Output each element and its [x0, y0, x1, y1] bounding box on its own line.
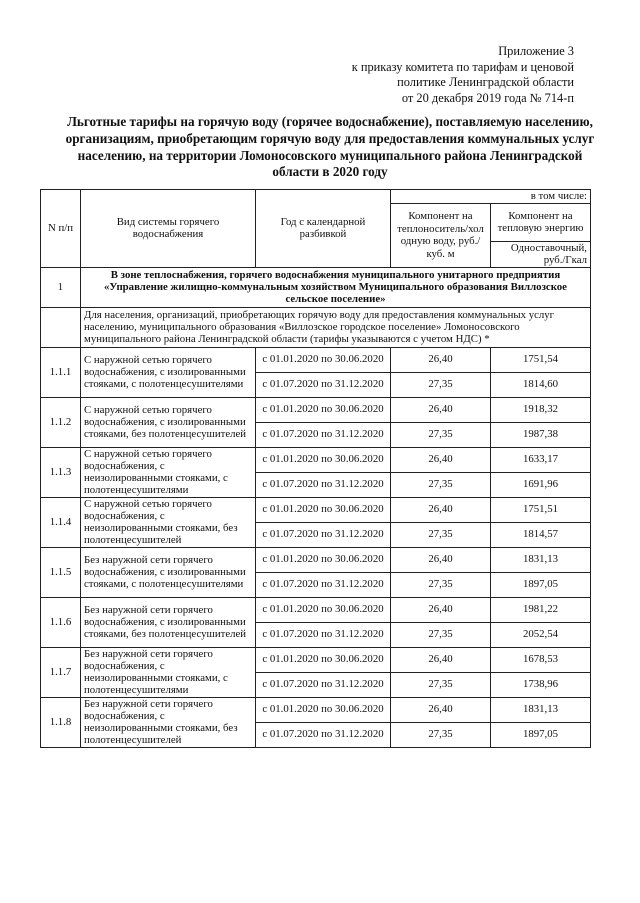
- row-number: 1.1.8: [41, 697, 81, 747]
- period-cell: с 01.01.2020 по 30.06.2020: [256, 597, 391, 622]
- header-including: в том числе:: [391, 190, 591, 204]
- system-type-description: Без наружной сети горячего водоснабжения, с неизолированными стояками, без полотенцесушителей: [81, 697, 256, 747]
- system-type-description: С наружной сетью горячего водоснабжения, с неизолированными стояками, с полотенцесушителями: [81, 447, 256, 497]
- carrier-component-value: 26,40: [391, 347, 491, 372]
- system-type-description: С наружной сетью горячего водоснабжения, с изолированными стояками, без полотенцесушителей: [81, 397, 256, 447]
- header-year: Год с календарной разбивкой: [256, 190, 391, 268]
- subsection-num-empty: [41, 307, 81, 347]
- appendix-date-line: от 20 декабря 2019 года № 714-п: [401, 90, 574, 105]
- header-component-energy: Компонент на тепловую энергию: [491, 203, 591, 241]
- table-row: [41, 497, 591, 522]
- table-row: [41, 397, 591, 422]
- period-cell: с 01.07.2020 по 31.12.2020: [256, 522, 391, 547]
- carrier-component-value: 26,40: [391, 547, 491, 572]
- energy-component-value: 1831,13: [491, 697, 591, 722]
- section-num: 1: [41, 267, 81, 307]
- table-row: [41, 647, 591, 672]
- appendix-policy-line: политике Ленинградской области: [397, 75, 574, 90]
- period-cell: с 01.07.2020 по 31.12.2020: [256, 622, 391, 647]
- period-cell: с 01.07.2020 по 31.12.2020: [256, 672, 391, 697]
- carrier-component-value: 27,35: [391, 722, 491, 747]
- energy-component-value: 1987,38: [491, 422, 591, 447]
- header-single-rate: Одноставочный, руб./Гкал: [491, 241, 591, 267]
- period-cell: с 01.07.2020 по 31.12.2020: [256, 722, 391, 747]
- period-cell: с 01.01.2020 по 30.06.2020: [256, 397, 391, 422]
- header-num: N п/п: [41, 190, 81, 268]
- energy-component-value: 1897,05: [491, 572, 591, 597]
- carrier-component-value: 26,40: [391, 497, 491, 522]
- carrier-component-value: 27,35: [391, 572, 491, 597]
- energy-component-value: 1751,54: [491, 347, 591, 372]
- system-type-description: С наружной сетью горячего водоснабжения, с изолированными стояками, с полотенцесушителями: [81, 347, 256, 397]
- carrier-component-value: 26,40: [391, 397, 491, 422]
- energy-component-value: 1691,96: [491, 472, 591, 497]
- table-row: [41, 597, 591, 622]
- appendix-label: Приложение 3: [498, 44, 574, 58]
- subsection-heading: Для населения, организаций, приобретающих горячую воду для предоставления коммунальных услуг населению, муниципального образования «Виллозское городское поселение» Ломоносовского муниципального района Ленинградской области (тарифы указываются с учетом НДС) *: [81, 307, 591, 347]
- energy-component-value: 1633,17: [491, 447, 591, 472]
- period-cell: с 01.01.2020 по 30.06.2020: [256, 647, 391, 672]
- table-row: [41, 547, 591, 572]
- energy-component-value: 1751,51: [491, 497, 591, 522]
- carrier-component-value: 27,35: [391, 472, 491, 497]
- energy-component-value: 1831,13: [491, 547, 591, 572]
- table-row: [41, 447, 591, 472]
- period-cell: с 01.01.2020 по 30.06.2020: [256, 347, 391, 372]
- section-heading: В зоне теплоснабжения, горячего водоснабжения муниципального унитарного предприятия «Управление жилищно-коммунальным хозяйством Муниципального образования Виллозское сельское поселение»: [81, 267, 591, 307]
- carrier-component-value: 26,40: [391, 447, 491, 472]
- period-cell: с 01.01.2020 по 30.06.2020: [256, 447, 391, 472]
- row-number: 1.1.7: [41, 647, 81, 697]
- period-cell: с 01.07.2020 по 31.12.2020: [256, 372, 391, 397]
- carrier-component-value: 27,35: [391, 522, 491, 547]
- system-type-description: Без наружной сети горячего водоснабжения, с изолированными стояками, без полотенцесушителей: [81, 597, 256, 647]
- energy-component-value: 1814,60: [491, 372, 591, 397]
- period-cell: с 01.07.2020 по 31.12.2020: [256, 422, 391, 447]
- carrier-component-value: 27,35: [391, 622, 491, 647]
- document-title: Льготные тарифы на горячую воду (горячее водоснабжение), поставляемую населению, организациям, приобретающим горячую воду для предоставления коммунальных услуг населению, на территории Ломоносовского муниципального района Ленинградской области в 2020 году: [65, 114, 595, 180]
- system-type-description: С наружной сетью горячего водоснабжения, с неизолированными стояками, без полотенцесушителей: [81, 497, 256, 547]
- energy-component-value: 1738,96: [491, 672, 591, 697]
- energy-component-value: 1897,05: [491, 722, 591, 747]
- system-type-description: Без наружной сети горячего водоснабжения, с изолированными стояками, с полотенцесушителями: [81, 547, 256, 597]
- row-number: 1.1.4: [41, 497, 81, 547]
- period-cell: с 01.07.2020 по 31.12.2020: [256, 572, 391, 597]
- row-number: 1.1.5: [41, 547, 81, 597]
- carrier-component-value: 27,35: [391, 372, 491, 397]
- appendix-order-line: к приказу комитета по тарифам и ценовой: [351, 59, 574, 74]
- period-cell: с 01.07.2020 по 31.12.2020: [256, 472, 391, 497]
- carrier-component-value: 26,40: [391, 597, 491, 622]
- period-cell: с 01.01.2020 по 30.06.2020: [256, 547, 391, 572]
- system-type-description: Без наружной сети горячего водоснабжения, с неизолированными стояками, с полотенцесушителями: [81, 647, 256, 697]
- row-number: 1.1.2: [41, 397, 81, 447]
- carrier-component-value: 27,35: [391, 422, 491, 447]
- row-number: 1.1.6: [41, 597, 81, 647]
- carrier-component-value: 27,35: [391, 672, 491, 697]
- row-number: 1.1.3: [41, 447, 81, 497]
- energy-component-value: 2052,54: [491, 622, 591, 647]
- table-row: [41, 697, 591, 722]
- energy-component-value: 1678,53: [491, 647, 591, 672]
- period-cell: с 01.01.2020 по 30.06.2020: [256, 497, 391, 522]
- energy-component-value: 1814,57: [491, 522, 591, 547]
- header-system-type: Вид системы горячего водоснабжения: [81, 190, 256, 268]
- table-row: [41, 347, 591, 372]
- tariff-table: [40, 189, 591, 748]
- carrier-component-value: 26,40: [391, 697, 491, 722]
- energy-component-value: 1981,22: [491, 597, 591, 622]
- period-cell: с 01.01.2020 по 30.06.2020: [256, 697, 391, 722]
- header-component-carrier: Компонент на теплоноситель/хол одную воду, руб./куб. м: [391, 203, 491, 267]
- energy-component-value: 1918,32: [491, 397, 591, 422]
- row-number: 1.1.1: [41, 347, 81, 397]
- appendix-reference: [274, 44, 574, 106]
- carrier-component-value: 26,40: [391, 647, 491, 672]
